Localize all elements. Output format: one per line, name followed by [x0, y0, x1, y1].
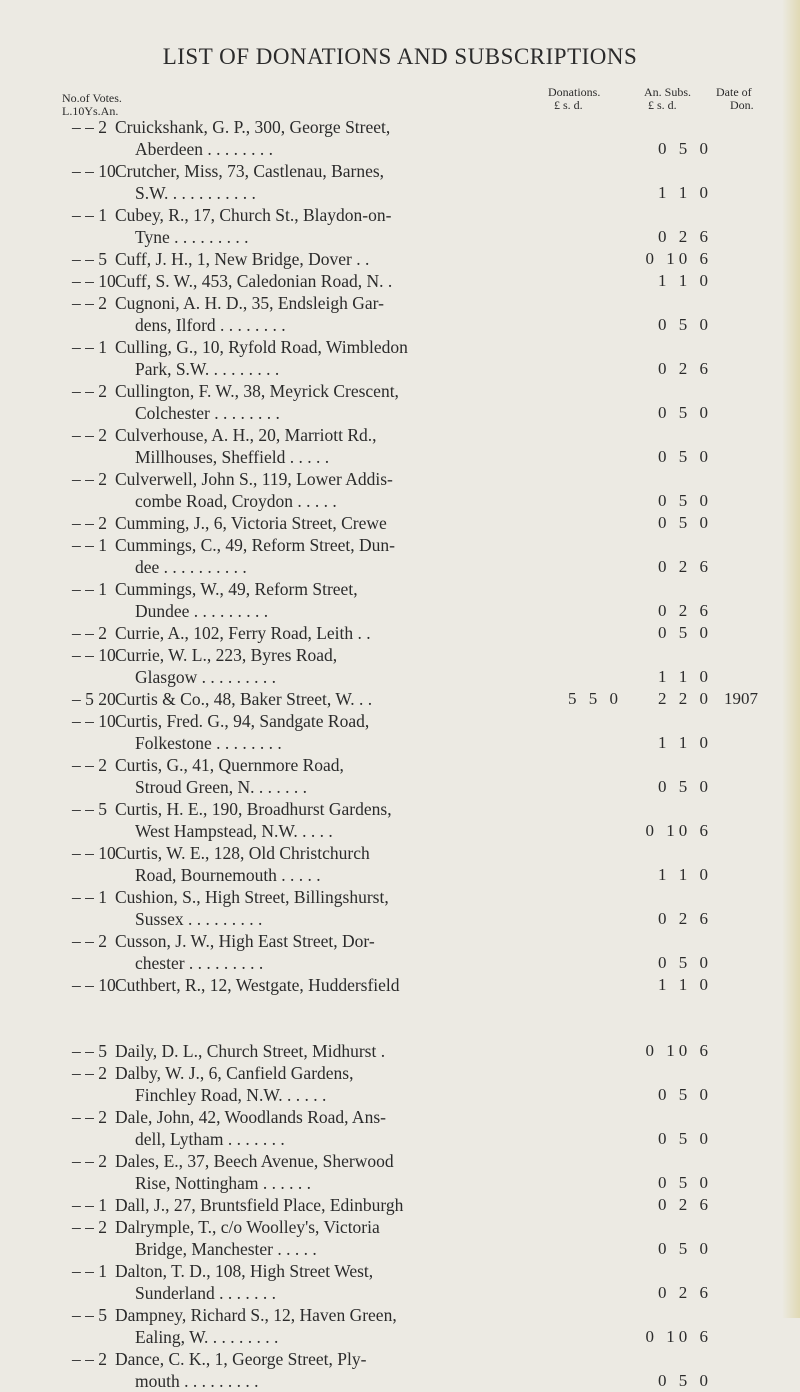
entry-text	[115, 842, 645, 886]
entry-address-continued: Glasgow . . . . . . . . .	[135, 667, 276, 687]
entry-name-address: Cummings, C., 49, Reform Street, Dun-	[115, 535, 395, 555]
entry-name-address: Cuff, S. W., 453, Caledonian Road, N. .	[115, 271, 393, 291]
entry-text	[115, 336, 645, 380]
subscription-amount: 0 5 0	[658, 447, 712, 466]
subs-header-label: An. Subs.	[644, 85, 692, 99]
entry-text	[115, 292, 645, 336]
subscription-amount: 0 2 6	[658, 1283, 712, 1302]
votes-count: – – 10	[72, 975, 116, 995]
entry-text	[115, 1106, 645, 1150]
subscription-amount: 0 10 6	[645, 1041, 712, 1060]
subscription-amount: 1 1 0	[658, 865, 712, 884]
entry-text	[115, 270, 645, 292]
subscription-amount: 0 2 6	[658, 1195, 712, 1214]
votes-count: – – 5	[72, 799, 107, 819]
subscription-amount: 0 5 0	[658, 1129, 712, 1148]
entry-address-continued: Stroud Green, N. . . . . . .	[135, 777, 308, 797]
entry-name-address: Daily, D. L., Church Street, Midhurst .	[115, 1041, 386, 1061]
entry-address-continued: Bridge, Manchester . . . . .	[135, 1239, 317, 1259]
votes-count: – – 10	[72, 711, 116, 731]
donation-date: 1907	[724, 689, 758, 708]
entry-name-address: Dalrymple, T., c/o Woolley's, Victoria	[115, 1217, 380, 1237]
entry-text	[115, 1348, 645, 1392]
votes-count: – – 2	[72, 1217, 107, 1237]
votes-count: – – 2	[72, 1107, 107, 1127]
entry-name-address: Curtis, W. E., 128, Old Christchurch	[115, 843, 370, 863]
entry-text	[115, 886, 645, 930]
subscription-amount: 0 2 6	[658, 227, 712, 246]
entry-text	[115, 1216, 645, 1260]
entry-address-continued: Sunderland . . . . . . .	[135, 1283, 276, 1303]
votes-count: – – 2	[72, 623, 107, 643]
donations-header-units: £ s. d.	[554, 98, 583, 112]
entry-address-continued: West Hampstead, N.W. . . . .	[135, 821, 333, 841]
entry-name-address: Cusson, J. W., High East Street, Dor-	[115, 931, 375, 951]
entry-text	[115, 798, 645, 842]
entry-name-address: Currie, A., 102, Ferry Road, Leith . .	[115, 623, 371, 643]
entry-address-continued: Sussex . . . . . . . . .	[135, 909, 263, 929]
votes-count: – – 10	[72, 843, 116, 863]
subscription-amount: 0 5 0	[658, 1173, 712, 1192]
entry-text	[115, 534, 645, 578]
entry-name-address: Cugnoni, A. H. D., 35, Endsleigh Gar-	[115, 293, 384, 313]
votes-count: – – 2	[72, 931, 107, 951]
entry-text	[115, 1304, 645, 1348]
donations-header-label: Donations.	[548, 85, 601, 99]
page-edge	[782, 0, 800, 1318]
subscription-amount: 1 1 0	[658, 271, 712, 290]
subscription-amount: 0 5 0	[658, 623, 712, 642]
entry-text	[115, 116, 645, 160]
votes-count: – – 2	[72, 755, 107, 775]
entry-address-continued: Park, S.W. . . . . . . . .	[135, 359, 280, 379]
entry-name-address: Dance, C. K., 1, George Street, Ply-	[115, 1349, 367, 1369]
subs-header-units: £ s. d.	[648, 98, 677, 112]
entry-text	[115, 160, 645, 204]
entry-name-address: Dalton, T. D., 108, High Street West,	[115, 1261, 374, 1281]
votes-count: – – 5	[72, 1041, 107, 1061]
votes-count: – – 5	[72, 249, 107, 269]
votes-count: – – 2	[72, 1349, 107, 1369]
entry-address-continued: dee . . . . . . . . . .	[135, 557, 247, 577]
entry-name-address: Culling, G., 10, Ryfold Road, Wimbledon	[115, 337, 408, 357]
votes-count: – – 1	[72, 205, 107, 225]
votes-count: – – 2	[72, 513, 107, 533]
subscription-amount: 0 10 6	[645, 249, 712, 268]
subscription-amount: 0 5 0	[658, 953, 712, 972]
subscription-amount: 0 2 6	[658, 909, 712, 928]
entry-address-continued: mouth . . . . . . . . .	[135, 1371, 259, 1391]
entry-name-address: Currie, W. L., 223, Byres Road,	[115, 645, 338, 665]
subscription-amount: 2 2 0	[658, 689, 712, 708]
entry-text	[115, 1260, 645, 1304]
votes-count: – – 2	[72, 381, 107, 401]
entry-text	[115, 424, 645, 468]
entry-name-address: Dales, E., 37, Beech Avenue, Sherwood	[115, 1151, 394, 1171]
subscription-amount: 0 5 0	[658, 491, 712, 510]
entry-address-continued: Rise, Nottingham . . . . . .	[135, 1173, 311, 1193]
votes-header-line2: L.10Ys.An.	[62, 104, 119, 118]
subscription-amount: 0 2 6	[658, 359, 712, 378]
subscription-amount: 0 5 0	[658, 513, 712, 532]
votes-count: – – 1	[72, 337, 107, 357]
entry-name-address: Curtis, Fred. G., 94, Sandgate Road,	[115, 711, 370, 731]
subscription-amount: 0 5 0	[658, 315, 712, 334]
entry-name-address: Cubey, R., 17, Church St., Blaydon-on-	[115, 205, 392, 225]
votes-header-line1: No.of Votes.	[62, 91, 122, 105]
votes-count: – – 1	[72, 535, 107, 555]
subscription-amount: 1 1 0	[658, 667, 712, 686]
entry-address-continued: S.W. . . . . . . . . . .	[135, 183, 256, 203]
entry-text	[115, 1194, 645, 1216]
entry-address-continued: Ealing, W. . . . . . . . .	[135, 1327, 279, 1347]
entry-name-address: Dalby, W. J., 6, Canfield Gardens,	[115, 1063, 354, 1083]
entry-text	[115, 754, 645, 798]
entry-address-continued: dens, Ilford . . . . . . . .	[135, 315, 286, 335]
entry-name-address: Cushion, S., High Street, Billingshurst,	[115, 887, 389, 907]
entry-text	[115, 974, 645, 996]
entry-name-address: Curtis, H. E., 190, Broadhurst Gardens,	[115, 799, 392, 819]
date-header-line2: Don.	[730, 98, 754, 112]
entry-name-address: Dampney, Richard S., 12, Haven Green,	[115, 1305, 397, 1325]
votes-count: – – 2	[72, 293, 107, 313]
entry-name-address: Dale, John, 42, Woodlands Road, Ans-	[115, 1107, 386, 1127]
subscription-amount: 0 5 0	[658, 139, 712, 158]
entry-address-continued: Colchester . . . . . . . .	[135, 403, 280, 423]
entry-name-address: Culverhouse, A. H., 20, Marriott Rd.,	[115, 425, 377, 445]
entry-text	[115, 1062, 645, 1106]
votes-count: – – 10	[72, 161, 116, 181]
entry-text	[115, 512, 645, 534]
votes-count: – – 2	[72, 1151, 107, 1171]
votes-count: – – 10	[72, 271, 116, 291]
entry-name-address: Dall, J., 27, Bruntsfield Place, Edinburgh	[115, 1195, 404, 1215]
entry-address-continued: Folkestone . . . . . . . .	[135, 733, 282, 753]
entry-name-address: Cuff, J. H., 1, New Bridge, Dover . .	[115, 249, 370, 269]
entry-text	[115, 468, 645, 512]
entry-text	[115, 380, 645, 424]
subscription-amount: 0 10 6	[645, 821, 712, 840]
subscription-amount: 1 1 0	[658, 733, 712, 752]
entry-name-address: Culverwell, John S., 119, Lower Addis-	[115, 469, 393, 489]
subscription-amount: 1 1 0	[658, 975, 712, 994]
entry-address-continued: dell, Lytham . . . . . . .	[135, 1129, 285, 1149]
entry-address-continued: chester . . . . . . . . .	[135, 953, 264, 973]
entry-text	[115, 248, 645, 270]
votes-count: – – 5	[72, 1305, 107, 1325]
votes-count: – – 2	[72, 1063, 107, 1083]
subscription-amount: 0 5 0	[658, 777, 712, 796]
entry-text	[115, 1150, 645, 1194]
donation-amount: 5 5 0	[568, 689, 622, 708]
subscription-amount: 0 10 6	[645, 1327, 712, 1346]
entry-text	[115, 204, 645, 248]
entry-address-continued: Millhouses, Sheffield . . . . .	[135, 447, 330, 467]
entry-name-address: Cuthbert, R., 12, Westgate, Huddersfield	[115, 975, 400, 995]
votes-count: – – 1	[72, 1195, 107, 1215]
entry-address-continued: Aberdeen . . . . . . . .	[135, 139, 274, 159]
entry-address-continued: Tyne . . . . . . . . .	[135, 227, 249, 247]
votes-count: – – 2	[72, 117, 107, 137]
votes-count: – – 10	[72, 645, 116, 665]
page-title: LIST OF DONATIONS AND SUBSCRIPTIONS	[162, 44, 638, 69]
subscription-amount: 0 5 0	[658, 1371, 712, 1390]
votes-count: – – 1	[72, 1261, 107, 1281]
entry-text	[115, 622, 645, 644]
entry-text	[115, 578, 645, 622]
entry-name-address: Crutcher, Miss, 73, Castlenau, Barnes,	[115, 161, 385, 181]
entry-text	[115, 930, 645, 974]
entry-text	[115, 1040, 645, 1062]
votes-count: – – 2	[72, 425, 107, 445]
entry-address-continued: Road, Bournemouth . . . . .	[135, 865, 321, 885]
subscription-amount: 0 5 0	[658, 1085, 712, 1104]
votes-count: – – 1	[72, 579, 107, 599]
date-header-line1: Date of	[716, 85, 752, 99]
entry-address-continued: Finchley Road, N.W. . . . . .	[135, 1085, 327, 1105]
entry-name-address: Curtis, G., 41, Quernmore Road,	[115, 755, 344, 775]
entry-name-address: Cullington, F. W., 38, Meyrick Crescent,	[115, 381, 399, 401]
entry-name-address: Cruickshank, G. P., 300, George Street,	[115, 117, 391, 137]
entry-address-continued: combe Road, Croydon . . . . .	[135, 491, 337, 511]
entry-address-continued: Dundee . . . . . . . . .	[135, 601, 269, 621]
subscription-amount: 0 2 6	[658, 557, 712, 576]
entry-name-address: Curtis & Co., 48, Baker Street, W. . .	[115, 689, 373, 709]
subscription-amount: 0 5 0	[658, 403, 712, 422]
votes-count: – – 1	[72, 887, 107, 907]
entry-text	[115, 644, 645, 688]
subscription-amount: 0 2 6	[658, 601, 712, 620]
subscription-amount: 0 5 0	[658, 1239, 712, 1258]
entry-text	[115, 710, 645, 754]
votes-count: – 5 20	[72, 689, 116, 709]
entry-name-address: Cummings, W., 49, Reform Street,	[115, 579, 358, 599]
subscription-amount: 1 1 0	[658, 183, 712, 202]
votes-count: – – 2	[72, 469, 107, 489]
entry-name-address: Cumming, J., 6, Victoria Street, Crewe	[115, 513, 387, 533]
